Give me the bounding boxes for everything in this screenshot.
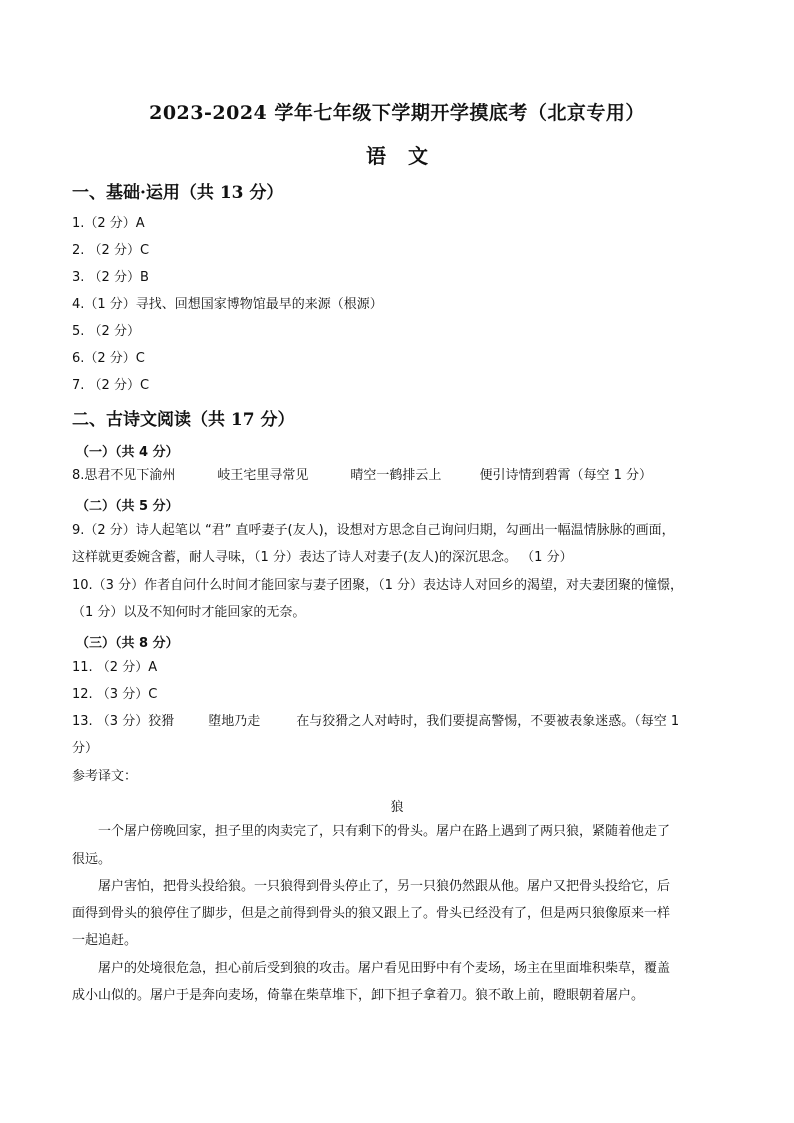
q13-blank-1: 13. （3 分）狡猾 xyxy=(72,714,175,729)
part1-label: （一）（共 4 分） xyxy=(76,445,179,460)
translation-p1-line2: 很远。 xyxy=(72,852,112,867)
answer-q13-line2: 分） xyxy=(72,741,99,756)
answer-q9-line2: 这样就更委婉含蓄，耐人寻味，（1 分）表达了诗人对妻子(友人)的深沉思念。 （1 分） xyxy=(72,550,573,565)
translation-p2-line2: 面得到骨头的狼停住了脚步，但是之前得到骨头的狼又跟上了。骨头已经没有了，但是两只狼像原来一样 xyxy=(72,906,671,921)
translation-title: 狼 xyxy=(390,800,404,815)
q8-blank-1: 8.思君不见下渝州 xyxy=(72,468,176,483)
answer-q5: 5. （2 分） xyxy=(72,324,140,339)
q8-blank-2: 岐王宅里寻常见 xyxy=(217,468,309,483)
answer-q1: 1.（2 分）A xyxy=(72,216,145,231)
part2-label: （二）（共 5 分） xyxy=(76,499,179,514)
subject-heading: 语文 xyxy=(366,144,450,168)
answer-q12: 12. （3 分）C xyxy=(72,687,158,702)
answer-q3: 3. （2 分）B xyxy=(72,270,149,285)
answer-q7: 7. （2 分）C xyxy=(72,378,150,393)
answer-q6: 6.（2 分）C xyxy=(72,351,145,366)
q8-blank-4: 便引诗情到碧霄（每空 1 分） xyxy=(479,468,652,483)
answer-q8 xyxy=(72,467,652,485)
q8-blank-3: 晴空一鹤排云上 xyxy=(350,468,442,483)
part3-label: （三）（共 8 分） xyxy=(76,636,179,651)
page-title: 2023-2024 学年七年级下学期开学摸底考（北京专用） xyxy=(149,102,645,124)
translation-p2-line1: 屠户害怕，把骨头投给狼。一只狼得到骨头停止了，另一只狼仍然跟从他。屠户又把骨头投给它，后 xyxy=(98,879,671,894)
translation-p3-line1: 屠户的处境很危急，担心前后受到狼的攻击。屠户看见田野中有个麦场，场主在里面堆积柴草，覆盖 xyxy=(98,961,671,976)
translation-label: 参考译文： xyxy=(72,769,138,784)
answer-q10-line1: 10.（3 分）作者自问什么时间才能回家与妻子团聚，（1 分）表达诗人对回乡的渴望，对夫妻团聚的憧憬， xyxy=(72,578,683,593)
answer-q2: 2. （2 分）C xyxy=(72,243,150,258)
answer-q9-line1: 9.（2 分）诗人起笔以 “君” 直呼妻子(友人)，设想对方思念自己询问归期，勾画出一幅温情脉脉的画面， xyxy=(72,523,675,538)
answer-q11: 11. （2 分）A xyxy=(72,660,158,675)
answer-q4: 4.（1 分）寻找、回想国家博物馆最早的来源（根源） xyxy=(72,297,383,312)
q13-blank-3: 在与狡猾之人对峙时，我们要提高警惕，不要被表象迷惑。（每空 1 xyxy=(296,714,680,729)
translation-p3-line2: 成小山似的。屠户于是奔向麦场，倚靠在柴草堆下，卸下担子拿着刀。狼不敢上前，瞪眼朝着屠户。 xyxy=(72,988,645,1003)
answer-q13 xyxy=(72,713,679,731)
translation-p1-line1: 一个屠户傍晚回家，担子里的肉卖完了，只有剩下的骨头。屠户在路上遇到了两只狼，紧随着他走了 xyxy=(98,824,671,839)
translation-p2-line3: 一起追赶。 xyxy=(72,933,138,948)
answer-q10-line2: （1 分）以及不知何时才能回家的无奈。 xyxy=(72,605,306,620)
section1-heading: 一、基础·运用（共 13 分） xyxy=(72,183,284,203)
section2-heading: 二、古诗文阅读（共 17 分） xyxy=(72,410,295,430)
q13-blank-2: 堕地乃走 xyxy=(208,714,261,729)
